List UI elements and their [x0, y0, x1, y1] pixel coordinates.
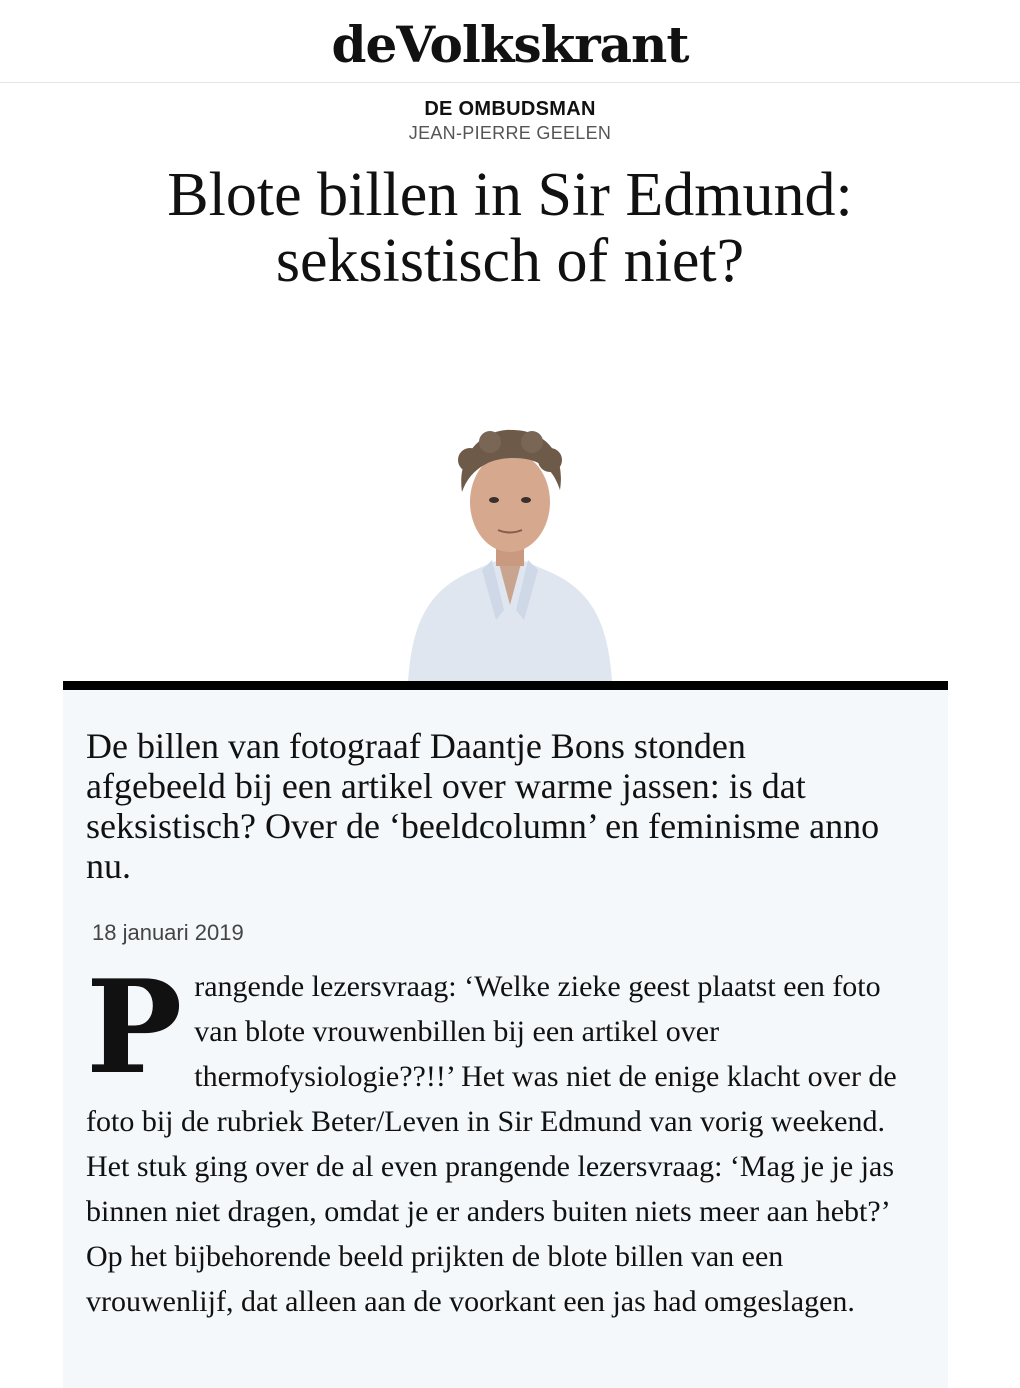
masthead	[0, 0, 1020, 83]
article-intro: De billen van fotograaf Daantje Bons stonden afgebeeld bij een artikel over warme jassen: is dat seksistisch? Over de ‘beeldcolumn’ en feminisme anno nu.	[86, 726, 880, 886]
author-name[interactable]: JEAN-PIERRE GEELEN	[408, 123, 612, 143]
article-body	[86, 953, 926, 1324]
body-paragraph: rangende lezersvraag: ‘Welke zieke geest plaatst een foto van blote vrouwenbillen bij een artikel over thermofysiologie??!!’ Het was niet de enige klacht over de foto bij de rubriek Beter/Leven in Sir Edmund van vorig weekend. Het stuk ging over de al even prangende lezersvraag: ‘Mag je je jas binnen niet dragen, omdat je er anders buiten niets meer aan hebt?’ Op het bijbehorende beeld prijkten de blote billen van een vrouwenlijf, dat alleen aan de voorkant een jas had omgeslagen.	[86, 970, 897, 1318]
site-logo[interactable]: deVolkskrant	[331, 15, 689, 74]
drop-cap: P	[86, 953, 183, 1103]
publish-date: 18 januari 2019	[92, 920, 244, 945]
section-label[interactable]: DE OMBUDSMAN	[424, 98, 596, 120]
author-portrait	[400, 420, 620, 682]
article-title: Blote billen in Sir Edmund: seksistisch of niet?	[167, 161, 853, 295]
divider-rule	[63, 681, 948, 690]
